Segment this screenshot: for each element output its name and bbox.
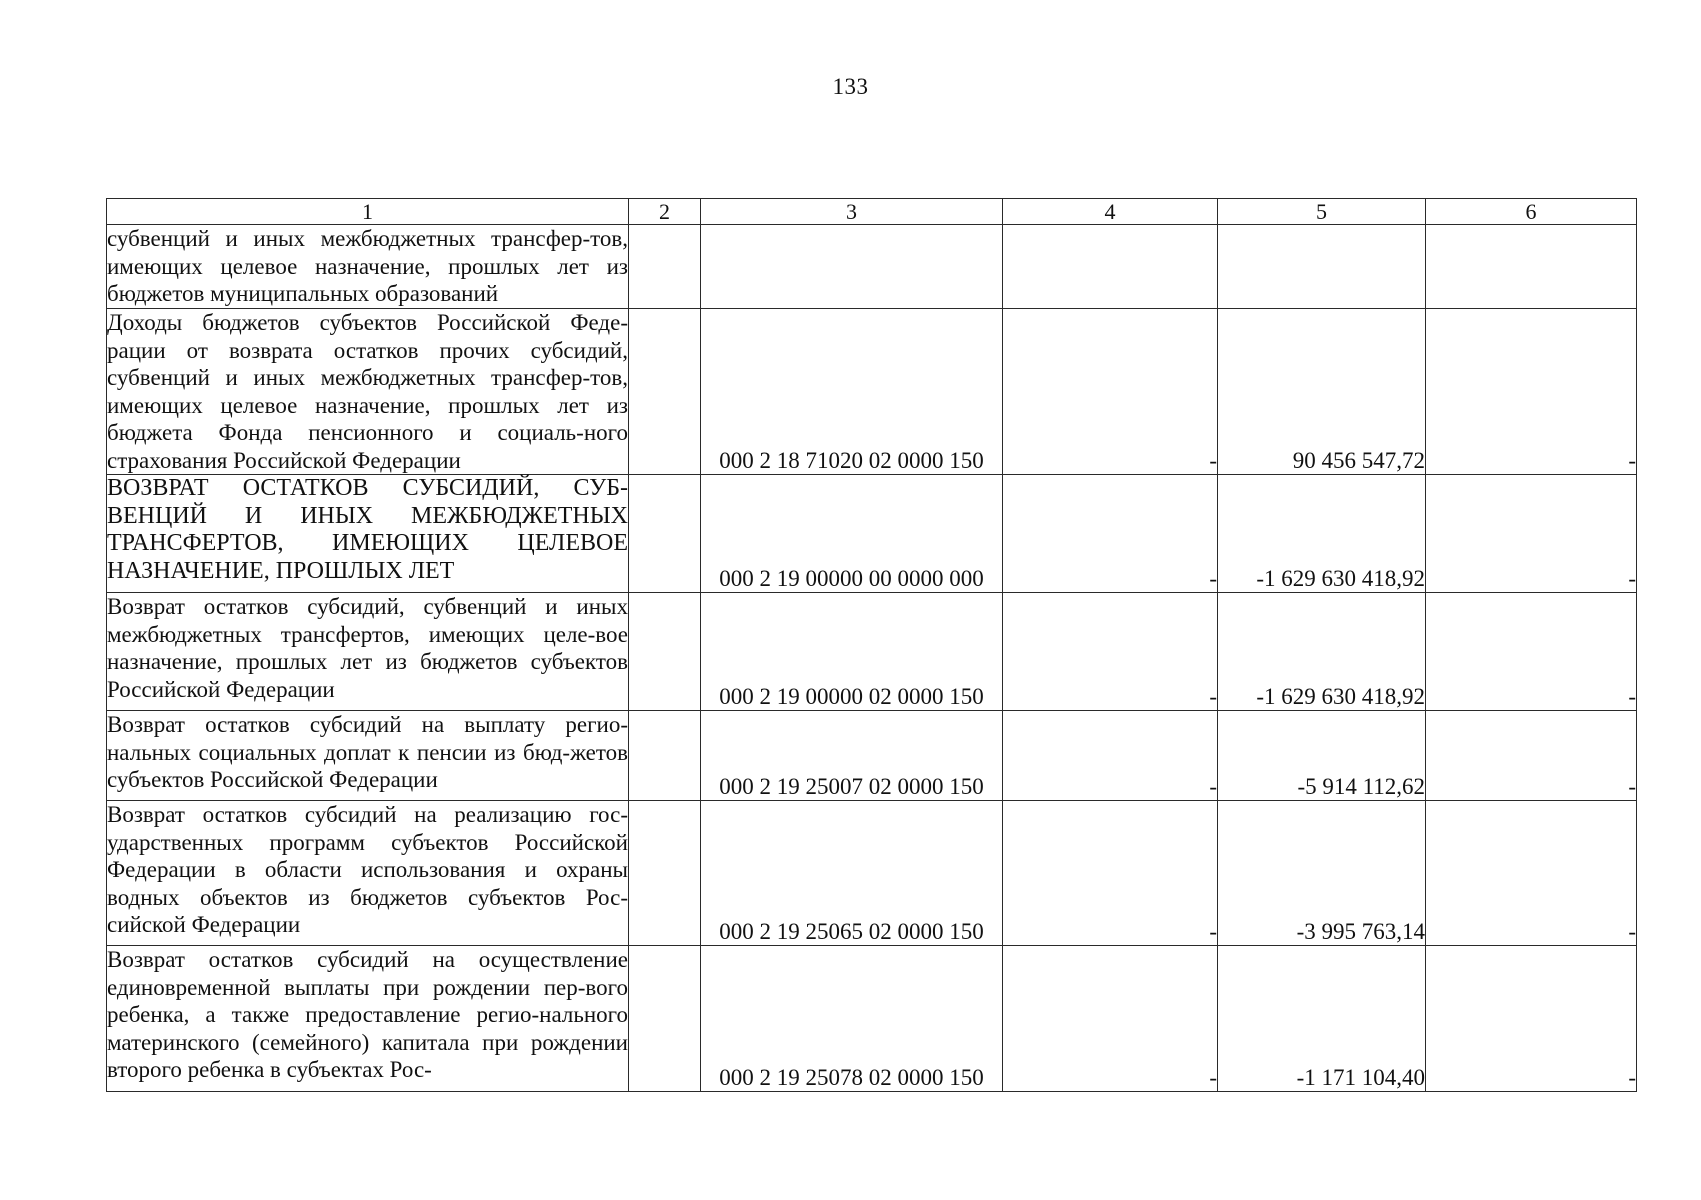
row-col2 [629,309,701,475]
row-code: 000 2 18 71020 02 0000 150 [701,309,1003,475]
column-header-5: 5 [1218,199,1426,225]
row-col2 [629,475,701,593]
row-col4: - [1003,475,1218,593]
row-name: Возврат остатков субсидий на реализацию гос-ударственных программ субъектов Российской Федерации в области использования и охраны водных объектов из бюджетов субъектов Рос-сийской Федерации [107,801,629,946]
page-number: 133 [832,74,869,99]
table-row [107,475,1637,593]
row-col2 [629,225,701,309]
row-col4: - [1003,711,1218,801]
row-col2 [629,593,701,711]
column-header-3: 3 [701,199,1003,225]
table-row [107,711,1637,801]
row-code: 000 2 19 00000 02 0000 150 [701,593,1003,711]
row-col6: - [1426,711,1637,801]
row-name: Возврат остатков субсидий на осуществление единовременной выплаты при рождении пер-вого ребенка, а также предоставление регио-нального материнского (семейного) капитала при рождении второго ребенка в субъектах Рос- [107,946,629,1092]
table-row [107,593,1637,711]
table-row [107,225,1637,309]
row-col4 [1003,225,1218,309]
row-col4: - [1003,593,1218,711]
row-name: Доходы бюджетов субъектов Российской Феде-рации от возврата остатков прочих субсидий, субвенций и иных межбюджетных трансфер-тов, имеющих целевое назначение, прошлых лет из бюджета Фонда пенсионного и социаль-ного страхования Российской Федерации [107,310,628,473]
row-amount: 90 456 547,72 [1218,309,1426,475]
row-col2 [629,711,701,801]
row-code: 000 2 19 25078 02 0000 150 [701,946,1003,1092]
table-row [107,309,1637,475]
row-code: 000 2 19 25065 02 0000 150 [701,801,1003,946]
row-col2 [629,946,701,1092]
row-amount: -3 995 763,14 [1218,801,1426,946]
row-amount: -1 629 630 418,92 [1218,593,1426,711]
header-row [107,199,1637,225]
row-col4: - [1003,801,1218,946]
table-row [107,801,1637,946]
row-col6: - [1426,309,1637,475]
row-col6 [1426,225,1637,309]
column-header-4: 4 [1003,199,1218,225]
row-name: Возврат остатков субсидий, субвенций и иных межбюджетных трансфертов, имеющих целе-вое назначение, прошлых лет из бюджетов субъектов Российской Федерации [107,593,629,711]
table-header [107,199,1637,225]
row-col6: - [1426,946,1637,1092]
row-code: 000 2 19 25007 02 0000 150 [701,711,1003,801]
row-name: субвенций и иных межбюджетных трансфер-тов, имеющих целевое назначение, прошлых лет из бюджетов муниципальных образований [107,225,629,309]
column-header-2: 2 [629,199,701,225]
column-header-1: 1 [107,199,629,225]
row-code: 000 2 19 00000 00 0000 000 [701,475,1003,593]
row-amount [1218,225,1426,309]
row-code [701,225,1003,309]
table-body [107,225,1637,1092]
table-row [107,946,1637,1092]
row-amount: -1 171 104,40 [1218,946,1426,1092]
row-col4: - [1003,309,1218,475]
budget-table [106,198,1637,1092]
row-col4: - [1003,946,1218,1092]
row-amount: -5 914 112,62 [1218,711,1426,801]
column-header-6: 6 [1426,199,1637,225]
row-col6: - [1426,475,1637,593]
row-col2 [629,801,701,946]
row-amount: -1 629 630 418,92 [1218,475,1426,593]
row-col6: - [1426,801,1637,946]
row-name: ВОЗВРАТ ОСТАТКОВ СУБСИДИЙ, СУБ-ВЕНЦИЙ И ИНЫХ МЕЖБЮДЖЕТНЫХ ТРАНСФЕРТОВ, ИМЕЮЩИХ ЦЕЛЕВОЕ НАЗНАЧЕНИЕ, ПРОШЛЫХ ЛЕТ [107,475,629,593]
row-name: Возврат остатков субсидий на выплату регио-нальных социальных доплат к пенсии из бюд-жетов субъектов Российской Федерации [107,711,629,801]
row-col6: - [1426,593,1637,711]
